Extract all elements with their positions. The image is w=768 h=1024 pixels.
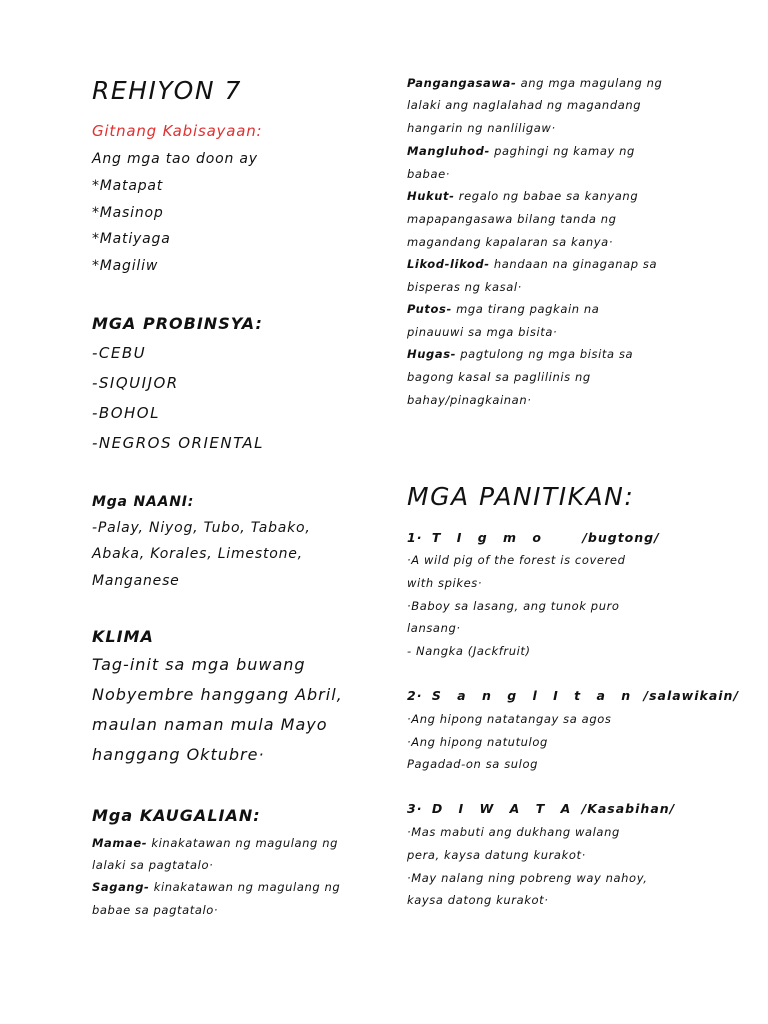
trait-item: *Matiyaga xyxy=(92,231,171,247)
klima-line: Tag-init sa mga buwang xyxy=(92,655,306,674)
custom-definition: kinakatawan ng magulang ng xyxy=(149,880,341,894)
custom-definition: regalo ng babae sa kanyang xyxy=(454,189,639,203)
custom-term: Pangangasawa- xyxy=(407,76,517,90)
custom-definition: handaan na ginaganap sa xyxy=(489,257,658,271)
intro-text: Ang mga tao doon ay xyxy=(92,151,258,167)
custom-definition: mga tirang pagkain na xyxy=(451,302,600,316)
custom-term: Hugas- xyxy=(407,347,457,361)
panitikan-heading: MGA PANITIKAN: xyxy=(407,482,635,511)
custom-term: Sagang- xyxy=(92,880,150,894)
literature-line: ·Ang hipong natatangay sa agos xyxy=(407,712,612,726)
literature-line: ·May nalang ning pobreng way nahoy, xyxy=(407,871,648,885)
custom-entry-mangluhod xyxy=(407,144,635,158)
custom-definition: bahay/pinagkainan· xyxy=(407,393,532,407)
literature-line: ·Mas mabuti ang dukhang walang xyxy=(407,825,620,839)
klima-line: hanggang Oktubre· xyxy=(92,745,265,764)
custom-entry-pangangasawa xyxy=(407,76,662,90)
literature-line: lansang· xyxy=(407,621,461,635)
province-item: -BOHOL xyxy=(92,404,160,422)
section-number: 2· xyxy=(407,688,423,703)
literature-line: with spikes· xyxy=(407,576,483,590)
section-number: 1· xyxy=(407,530,423,545)
section-label: /salawikain/ xyxy=(643,688,740,703)
bugtong-heading xyxy=(407,530,660,545)
section-label: /Kasabihan/ xyxy=(581,801,676,816)
custom-entry-sagang xyxy=(92,880,340,894)
custom-definition: hangarin ng nanliligaw· xyxy=(407,121,556,135)
custom-entry-hukut xyxy=(407,189,638,203)
salawikain-heading xyxy=(407,688,739,703)
custom-term: Likod-likod- xyxy=(407,257,490,271)
custom-definition: ang mga magulang ng xyxy=(516,76,663,90)
custom-entry-likod-likod xyxy=(407,257,657,271)
provinces-heading: MGA PROBINSYA: xyxy=(92,314,263,333)
province-item: -NEGROS ORIENTAL xyxy=(92,434,265,452)
literature-line: kaysa datong kurakot· xyxy=(407,893,549,907)
custom-definition: bagong kasal sa paglilinis ng xyxy=(407,370,591,384)
custom-definition: magandang kapalaran sa kanya· xyxy=(407,235,614,249)
section-title: D I W A T A xyxy=(431,801,577,816)
literature-line: ·Ang hipong natutulog xyxy=(407,735,548,749)
naani-line: Abaka, Korales, Limestone, xyxy=(92,546,303,562)
literature-line: Pagadad-on sa sulog xyxy=(407,757,539,771)
custom-definition: kinakatawan ng magulang ng xyxy=(147,836,338,850)
custom-definition: bisperas ng kasal· xyxy=(407,280,522,294)
section-title: S a n g l I t a n xyxy=(431,688,637,703)
custom-definition: babae sa pagtatalo· xyxy=(92,903,219,917)
custom-entry-mamae xyxy=(92,836,338,850)
klima-line: Nobyembre hanggang Abril, xyxy=(92,685,343,704)
klima-heading: KLIMA xyxy=(92,627,154,646)
province-item: -SIQUIJOR xyxy=(92,374,179,392)
literature-line: - Nangka (Jackfruit) xyxy=(407,644,531,658)
section-label: /bugtong/ xyxy=(582,530,660,545)
custom-definition: pinauuwi sa mga bisita· xyxy=(407,325,558,339)
kaugalian-heading: Mga KAUGALIAN: xyxy=(92,806,261,825)
custom-definition: babae· xyxy=(407,167,451,181)
custom-term: Hukut- xyxy=(407,189,455,203)
naani-heading: Mga NAANI: xyxy=(92,494,195,510)
custom-definition: lalaki sa pagtatalo· xyxy=(92,858,214,872)
naani-line: Manganese xyxy=(92,573,180,589)
literature-line: pera, kaysa datung kurakot· xyxy=(407,848,586,862)
custom-definition: paghingi ng kamay ng xyxy=(489,144,635,158)
custom-definition: mapapangasawa bilang tanda ng xyxy=(407,212,617,226)
region-name: Gitnang Kabisayaan: xyxy=(92,122,263,140)
naani-line: -Palay, Niyog, Tubo, Tabako, xyxy=(92,520,311,536)
custom-definition: pagtulong ng mga bisita sa xyxy=(456,347,634,361)
section-title: T I g m o xyxy=(431,530,547,545)
custom-definition: lalaki ang naglalahad ng magandang xyxy=(407,98,642,112)
trait-item: *Matapat xyxy=(92,178,164,194)
province-item: -CEBU xyxy=(92,344,147,362)
section-number: 3· xyxy=(407,801,423,816)
trait-item: *Magiliw xyxy=(92,258,159,274)
custom-entry-hugas xyxy=(407,347,633,361)
custom-term: Mamae- xyxy=(92,836,148,850)
klima-line: maulan naman mula Mayo xyxy=(92,715,328,734)
custom-term: Putos- xyxy=(407,302,452,316)
page-title: REHIYON 7 xyxy=(92,76,242,105)
literature-line: ·Baboy sa lasang, ang tunok puro xyxy=(407,599,620,613)
diwata-heading xyxy=(407,801,675,816)
custom-entry-putos xyxy=(407,302,599,316)
custom-term: Mangluhod- xyxy=(407,144,490,158)
trait-item: *Masinop xyxy=(92,205,164,221)
literature-line: ·A wild pig of the forest is covered xyxy=(407,553,626,567)
